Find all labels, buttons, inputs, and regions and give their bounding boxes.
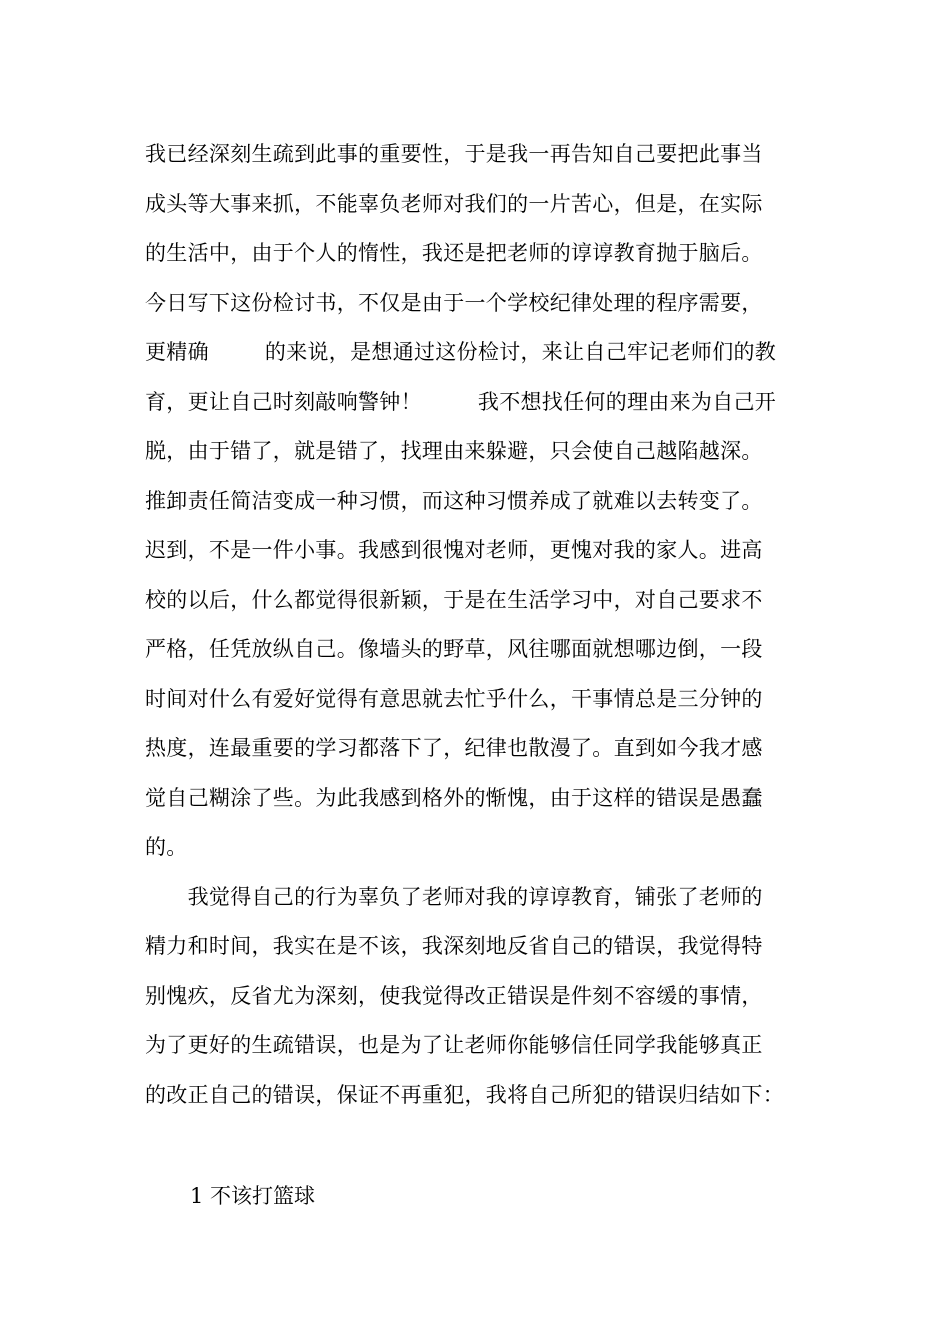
text-line bbox=[145, 328, 815, 378]
text-line: 别愧疚，反省尤为深刻，使我觉得改正错误是件刻不容缓的事情， bbox=[145, 983, 763, 1008]
text-line: 今日写下这份检讨书，不仅是由于一个学校纪律处理的程序需要， bbox=[145, 290, 763, 315]
text-line: 成头等大事来抓，不能辜负老师对我们的一片苦心，但是，在实际 bbox=[145, 191, 763, 216]
text-segment: 我不想找任何的理由来为自己开 bbox=[477, 389, 777, 414]
text-line: 我已经深刻生疏到此事的重要性，于是我一再告知自己要把此事当 bbox=[145, 142, 763, 166]
text-line: 我觉得自己的行为辜负了老师对我的谆谆教育，铺张了老师的 bbox=[145, 884, 763, 909]
text-line: 精力和时间，我实在是不该，我深刻地反省自己的错误，我觉得特 bbox=[145, 934, 763, 958]
text-line: 的。 bbox=[145, 835, 188, 859]
text-line: 为了更好的生疏错误，也是为了让老师你能够信任同学我能够真正 bbox=[145, 1033, 763, 1057]
text-line: 热度，连最重要的学习都落下了，纪律也散漫了。直到如今我才感 bbox=[145, 736, 763, 760]
text-line: 的改正自己的错误，保证不再重犯，我将自己所犯的错误归结如下： bbox=[145, 1082, 784, 1107]
text-line: 时间对什么有爱好觉得有意思就去忙乎什么，干事情总是三分钟的 bbox=[145, 686, 763, 711]
document-body bbox=[145, 130, 815, 1120]
text-segment: 育，更让自己时刻敲响警钟！ bbox=[145, 389, 422, 414]
text-segment: 的来说，是想通过这份检讨，来让自己牢记老师们的教 bbox=[264, 340, 777, 364]
text-line: 觉自己糊涂了些。为此我感到格外的惭愧，由于这样的错误是愚蠢 bbox=[145, 785, 763, 810]
text-line: 脱，由于错了，就是错了，找理由来躲避，只会使自己越陷越深。 bbox=[145, 439, 763, 463]
text-line: 严格，任凭放纵自己。像墙头的野草，风往哪面就想哪边倒，一段 bbox=[145, 637, 763, 661]
text-segment: 更精确 bbox=[145, 340, 209, 364]
text-line: 迟到，不是一件小事。我感到很愧对老师，更愧对我的家人。进高 bbox=[145, 538, 763, 562]
text-line: 的生活中，由于个人的惰性，我还是把老师的谆谆教育抛于脑后。 bbox=[145, 241, 763, 265]
list-item-1: 1 不该打篮球 bbox=[190, 1184, 316, 1208]
text-line: 推卸责任简洁变成一种习惯，而这种习惯养成了就难以去转变了。 bbox=[145, 488, 763, 513]
text-line bbox=[145, 378, 815, 428]
text-line: 校的以后，什么都觉得很新颖，于是在生活学习中，对自己要求不 bbox=[145, 587, 763, 612]
